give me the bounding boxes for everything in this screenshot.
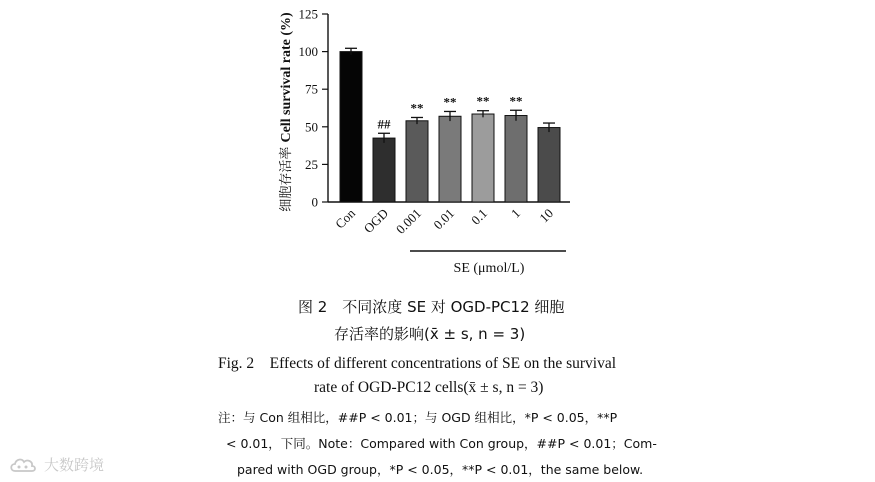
caption-note-line1: 注：与 Con 组相比，##P < 0.01；与 OGD 组相比，*P < 0.05，**P: [218, 410, 618, 425]
significance-mark: ##: [377, 116, 391, 132]
x-tick-label: Con: [332, 205, 359, 232]
y-axis-label-en: Cell survival rate (%): [279, 12, 294, 143]
y-tick-label: 100: [298, 44, 318, 60]
y-axis-label-cn: 细胞存活率: [279, 142, 294, 212]
significance-mark: **: [476, 93, 490, 109]
caption-note-line2: < 0.01，下同。Note：Compared with Con group，##P < 0.01；Com-: [226, 436, 657, 451]
caption-note-line3: pared with OGD group，*P < 0.05，**P < 0.01，the same below.: [237, 462, 644, 477]
caption-cn-title-line2: 存活率的影响(x̄ ± s, n = 3): [334, 325, 526, 343]
y-axis-label: [279, 12, 294, 212]
bar: [505, 116, 527, 202]
y-tick-label: 25: [305, 156, 318, 172]
caption-en-title-line1: Fig. 2 Effects of different concentrations of SE on the survival: [218, 355, 617, 372]
bar: [439, 116, 461, 202]
x-tick-label: 1: [507, 205, 524, 221]
significance-mark: **: [509, 93, 523, 109]
x-tick-label: 0.01: [430, 205, 458, 233]
watermark-text: 大数跨境: [44, 456, 105, 474]
group-label: SE (μmol/L): [453, 261, 525, 276]
y-tick-label: 50: [305, 119, 318, 135]
bar: [373, 138, 395, 202]
watermark: [8, 454, 104, 475]
x-tick-label: 0.001: [392, 205, 425, 237]
significance-mark: **: [443, 94, 457, 110]
bar: [406, 121, 428, 202]
caption-cn-title-line1: 图 2 不同浓度 SE 对 OGD-PC12 细胞: [298, 298, 565, 316]
y-tick-label: 0: [311, 194, 318, 210]
significance-mark: **: [410, 100, 424, 116]
cloud-logo-icon: [8, 455, 38, 475]
y-tick-label: 75: [305, 81, 318, 97]
bar: [340, 52, 362, 202]
x-tick-label: 0.1: [468, 205, 491, 228]
y-tick-label: 125: [298, 6, 318, 22]
bar: [472, 114, 494, 202]
x-tick-label: OGD: [360, 205, 392, 237]
bar: [538, 128, 560, 202]
caption-en-title-line2: rate of OGD-PC12 cells(x̄ ± s, n = 3): [314, 379, 544, 396]
x-tick-label: 10: [536, 205, 557, 226]
